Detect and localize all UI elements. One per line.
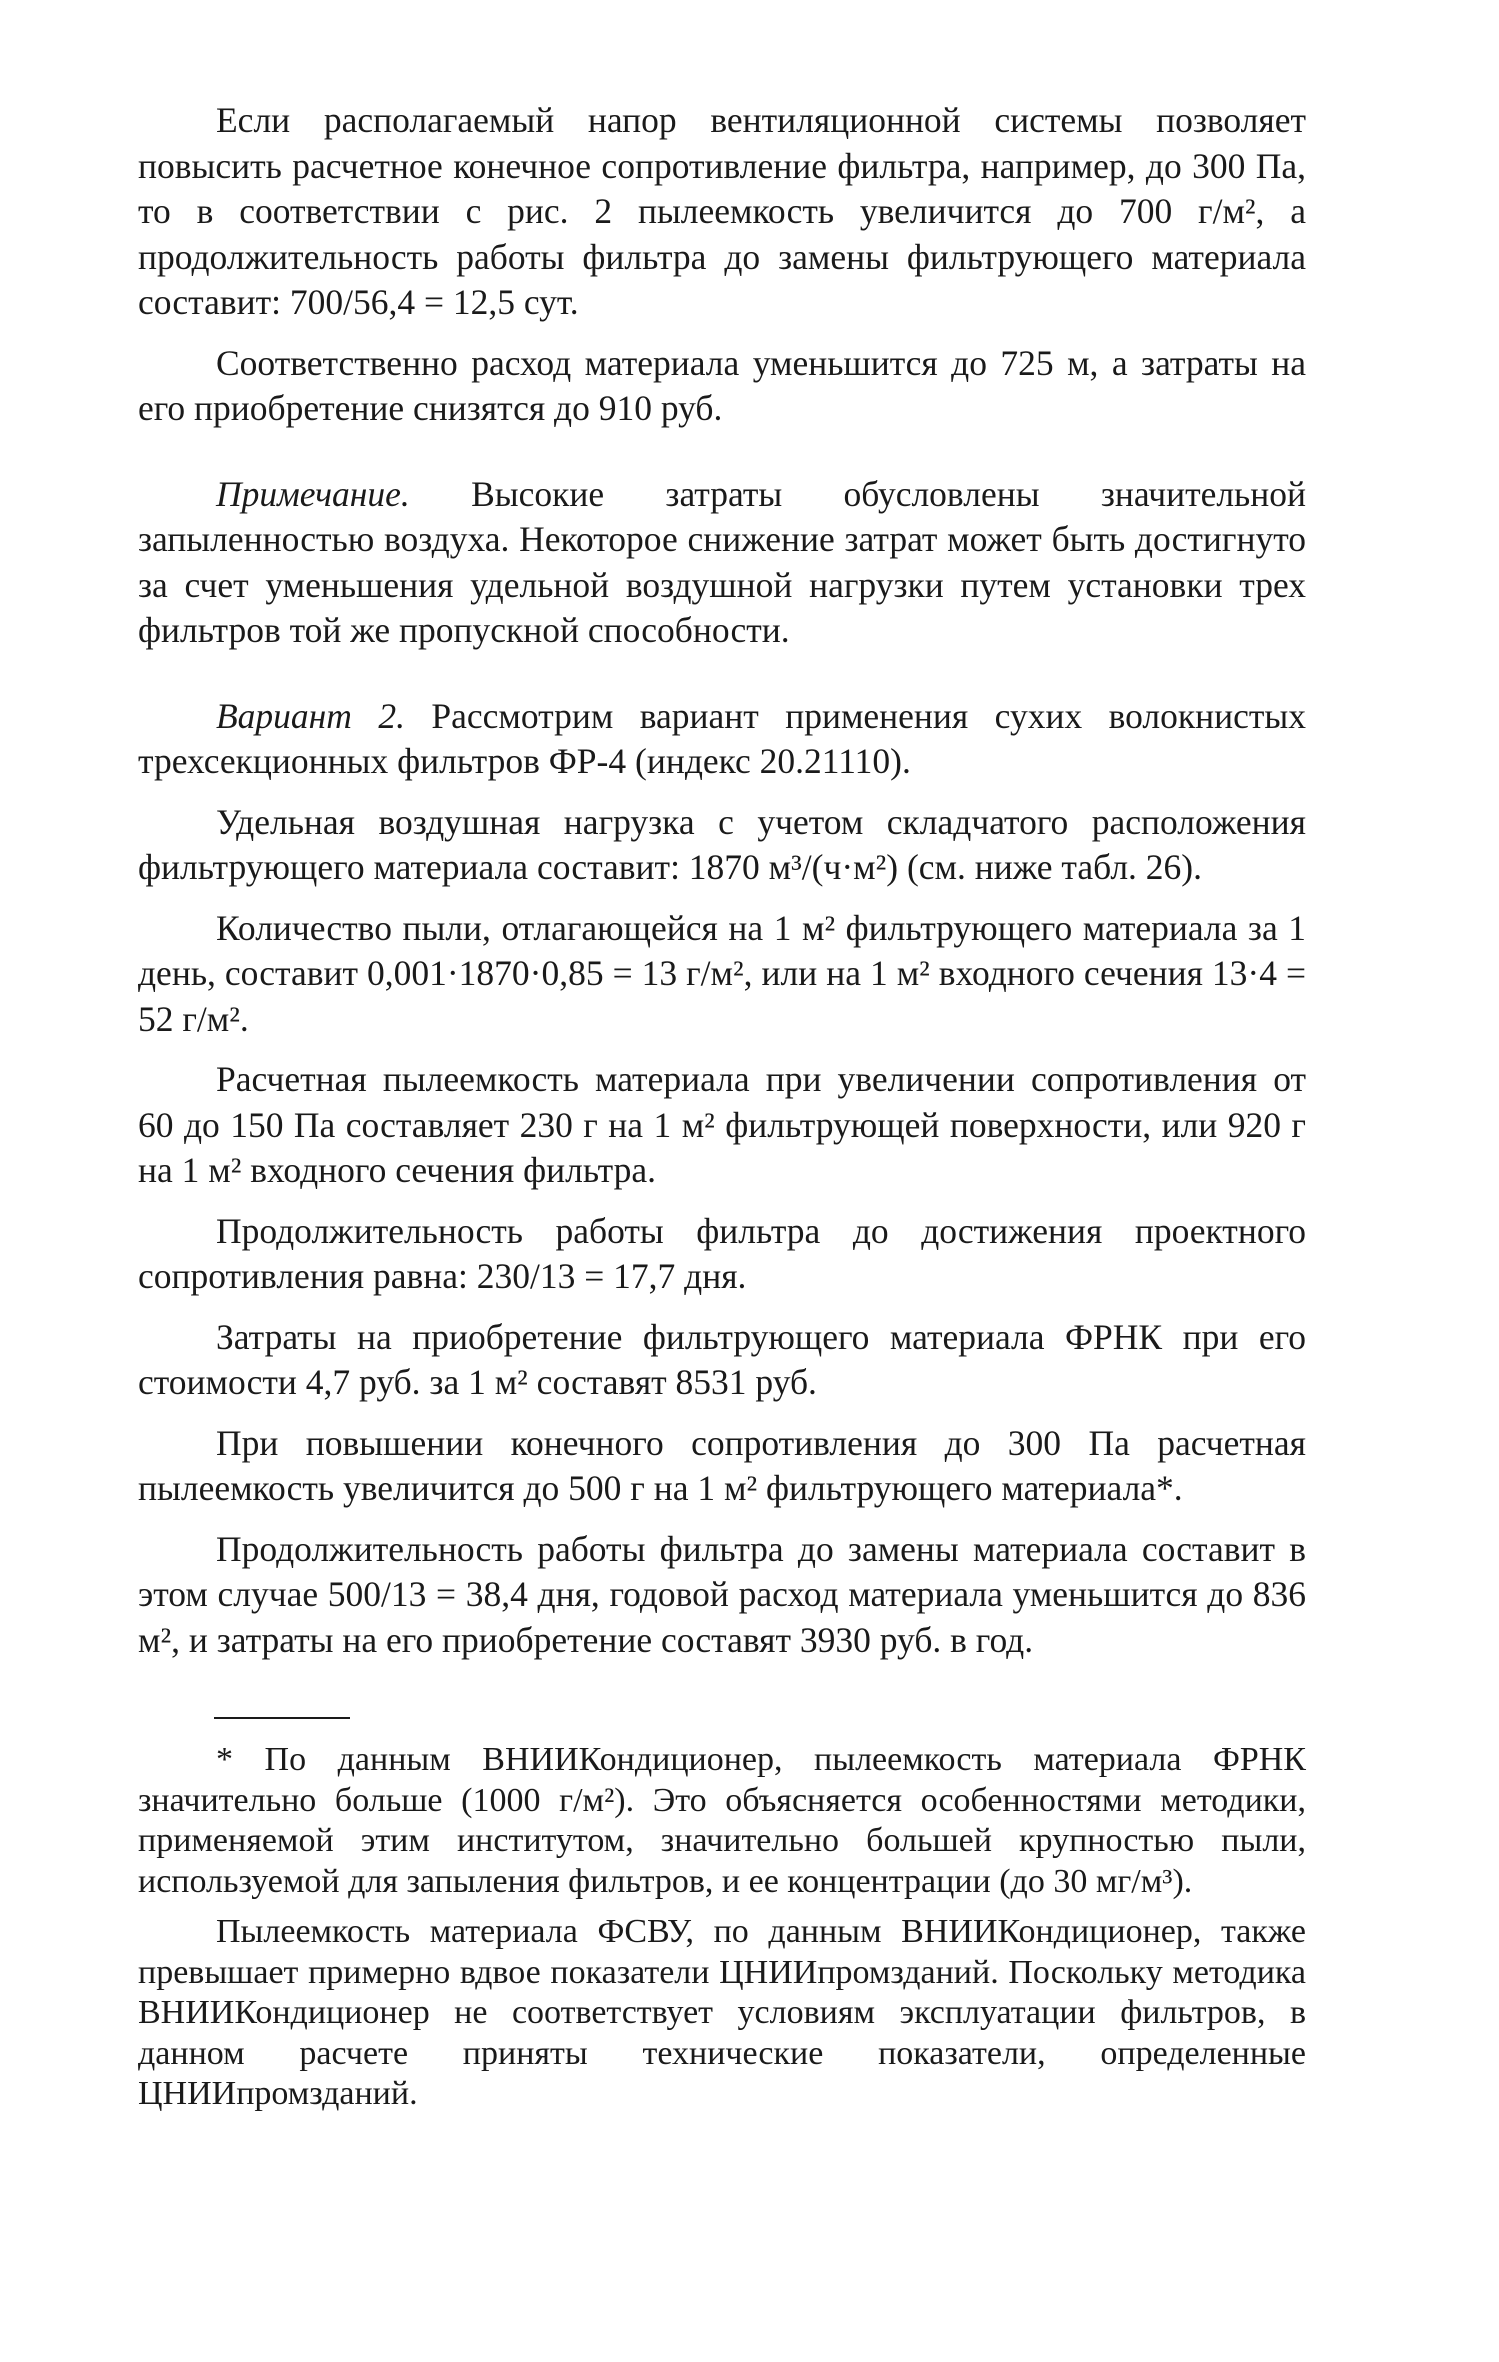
paragraph-annual-consumption: Продолжительность работы фильтра до замены материала составит в этом случае 500/13 = 38,4 дня, годовой расход материала уменьшится до 836 м², и затраты на его приобретение составят 3930 руб. в год. — [138, 1528, 1306, 1660]
paragraph-extended-resistance: Если располагаемый напор вентиляционной системы позволяет повысить расчетное конечное сопротивление фильтра, например, до 300 Па, то в соответствии с рис. 2 пылеемкость увеличится до 700 г/м², а продолжительность работы фильтра до замены фильтрующего материала составит: 700/56,4 = 12,5 сут. — [138, 100, 1306, 322]
paragraph-dust-capacity: Расчетная пылеемкость материала при увеличении сопротивления от 60 до 150 Па составляет 230 г на 1 м² фильтрующей поверхности, или 920 г на 1 м² входного сечения фильтра. — [138, 1059, 1306, 1190]
variant-2-paragraph — [138, 694, 1306, 785]
paragraph-air-load: Удельная воздушная нагрузка с учетом складчатого расположения фильтрующего материала составит: 1870 м³/(ч·м²) (см. ниже табл. 26). — [138, 801, 1306, 887]
main-text — [138, 98, 1306, 1678]
note-text: Высокие затраты обусловлены значительной запыленностью воздуха. Некоторое снижение затрат может быть достигнуто за счет уменьшения удельной воздушной нагрузки путем установки трех фильтров той же пропускной способности. — [138, 473, 1306, 650]
footnote-1: * По данным ВНИИКондиционер, пылеемкость материала ФРНК значительно больше (1000 г/м²). Это объясняется особенностями методики, применяемой этим институтом, значительно большей крупностью пыли, используемой для запыления фильтров, и ее концентрации (до 30 мг/м³). — [138, 1741, 1306, 1900]
note-label: Примечание. — [216, 473, 410, 514]
note-paragraph — [138, 472, 1306, 654]
paragraph-operating-duration: Продолжительность работы фильтра до достижения проектного сопротивления равна: 230/13 = 17,7 дня. — [138, 1210, 1306, 1296]
footnotes — [138, 1740, 1306, 2125]
footnote-2: Пылеемкость материала ФСВУ, по данным ВНИИКондиционер, также превышает примерно вдвое показатели ЦНИИпромзданий. Поскольку методика ВНИИКондиционер не соответствует условиям эксплуатации фильтров, в данном расчете приняты технические показатели, определенные ЦНИИпромзданий. — [138, 1913, 1306, 2112]
paragraph-increased-resistance: При повышении конечного сопротивления до 300 Па расчетная пылеемкость увеличится до 500 г на 1 м² фильтрующего материала*. — [138, 1422, 1306, 1508]
paragraph-costs: Затраты на приобретение фильтрующего материала ФРНК при его стоимости 4,7 руб. за 1 м² составят 8531 руб. — [138, 1316, 1306, 1402]
paragraph-material-consumption: Соответственно расход материала уменьшится до 725 м, а затраты на его приобретение снизятся до 910 руб. — [138, 342, 1306, 428]
variant-text: Рассмотрим вариант применения сухих волокнистых трехсекционных фильтров ФР-4 (индекс 20.21110). — [138, 695, 1307, 781]
footnote-divider — [214, 1717, 350, 1719]
variant-label: Вариант 2. — [216, 695, 405, 736]
paragraph-dust-amount: Количество пыли, отлагающейся на 1 м² фильтрующего материала за 1 день, составит 0,001·1870·0,85 = 13 г/м², или на 1 м² входного сечения 13·4 = 52 г/м². — [138, 907, 1306, 1039]
